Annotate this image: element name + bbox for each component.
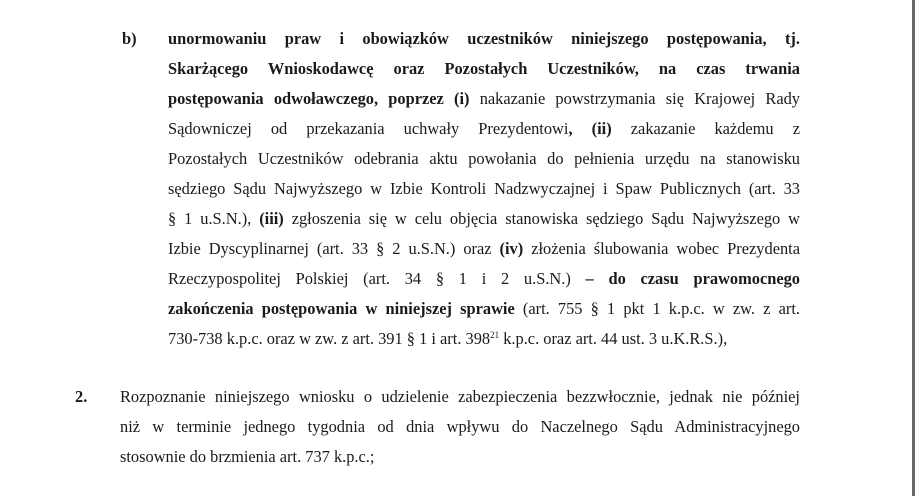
text-run: złożenia ślubowania wobec Prezydenta [523, 239, 800, 258]
item-2-line [120, 412, 800, 442]
text-run: 730-738 k.p.c. oraz w zw. z art. 391 § 1 i art. 398 [168, 329, 491, 348]
item-2-label: 2. [75, 387, 88, 406]
item-b-line [168, 294, 800, 324]
item-b-line [168, 234, 800, 264]
item-b-line [168, 204, 800, 234]
text-run: § 1 u.S.N.), [168, 209, 260, 228]
item-b-line [168, 54, 800, 84]
item-b-line [168, 144, 800, 174]
text-run: niż w terminie jednego tygodnia od dnia wpływu do Naczelnego Sądu Administracyjnego [120, 417, 800, 436]
bold-text: unormowaniu praw i obowiązków uczestników niniejszego postępowania, tj. [168, 29, 800, 48]
item-b-line [168, 114, 800, 144]
text-run: k.p.c. oraz art. 44 ust. 3 u.K.R.S.), [499, 329, 728, 348]
item-2-line [120, 442, 800, 472]
item-b-label: b) [122, 29, 137, 48]
text-run: zgłoszenia się w celu objęcia stanowiska sędziego Sądu Najwyższego w [283, 209, 801, 228]
bold-text: Skarżącego Wnioskodawcę oraz Pozostałych Uczestników, na czas trwania [168, 59, 800, 78]
item-b-line [168, 324, 800, 354]
bold-text: – do czasu prawomocnego [585, 269, 801, 288]
text-run: zakazanie każdemu z [611, 119, 800, 138]
text-run: Rzeczypospolitej Polskiej (art. 34 § 1 i 2 u.S.N.) [168, 269, 586, 288]
text-run: nakazanie powstrzymania się Krajowej Rady [469, 89, 800, 108]
text-run: Sądowniczej od przekazania uchwały Prezydentowi [168, 119, 569, 138]
bold-text: postępowania odwoławczego, poprzez (i) [168, 89, 470, 108]
text-run: Izbie Dyscyplinarnej (art. 33 § 2 u.S.N.) oraz [168, 239, 500, 258]
bold-text: (iv) [499, 239, 524, 258]
superscript-text: 21 [490, 330, 500, 340]
text-run: stosownie do brzmienia art. 737 k.p.c.; [120, 447, 375, 466]
text-run: sędziego Sądu Najwyższego w Izbie Kontroli Nadzwyczajnej i Spaw Publicznych (art. 33 [168, 179, 800, 198]
item-b-line [168, 84, 800, 114]
item-b-line [168, 24, 800, 54]
bold-text: , (ii) [568, 119, 612, 138]
text-run: Rozpoznanie niniejszego wniosku o udzielenie zabezpieczenia bezzwłocznie, jednak nie później [120, 387, 800, 406]
bold-text: zakończenia postępowania w niniejszej sprawie [168, 299, 515, 318]
text-run: Pozostałych Uczestników odebrania aktu powołania do pełnienia urzędu na stanowisku [168, 149, 800, 168]
item-2-line [120, 382, 800, 412]
item-b-line [168, 264, 800, 294]
item-b-line [168, 174, 800, 204]
text-run: (art. 755 § 1 pkt 1 k.p.c. w zw. z art. [514, 299, 800, 318]
bold-text: (iii) [259, 209, 284, 228]
